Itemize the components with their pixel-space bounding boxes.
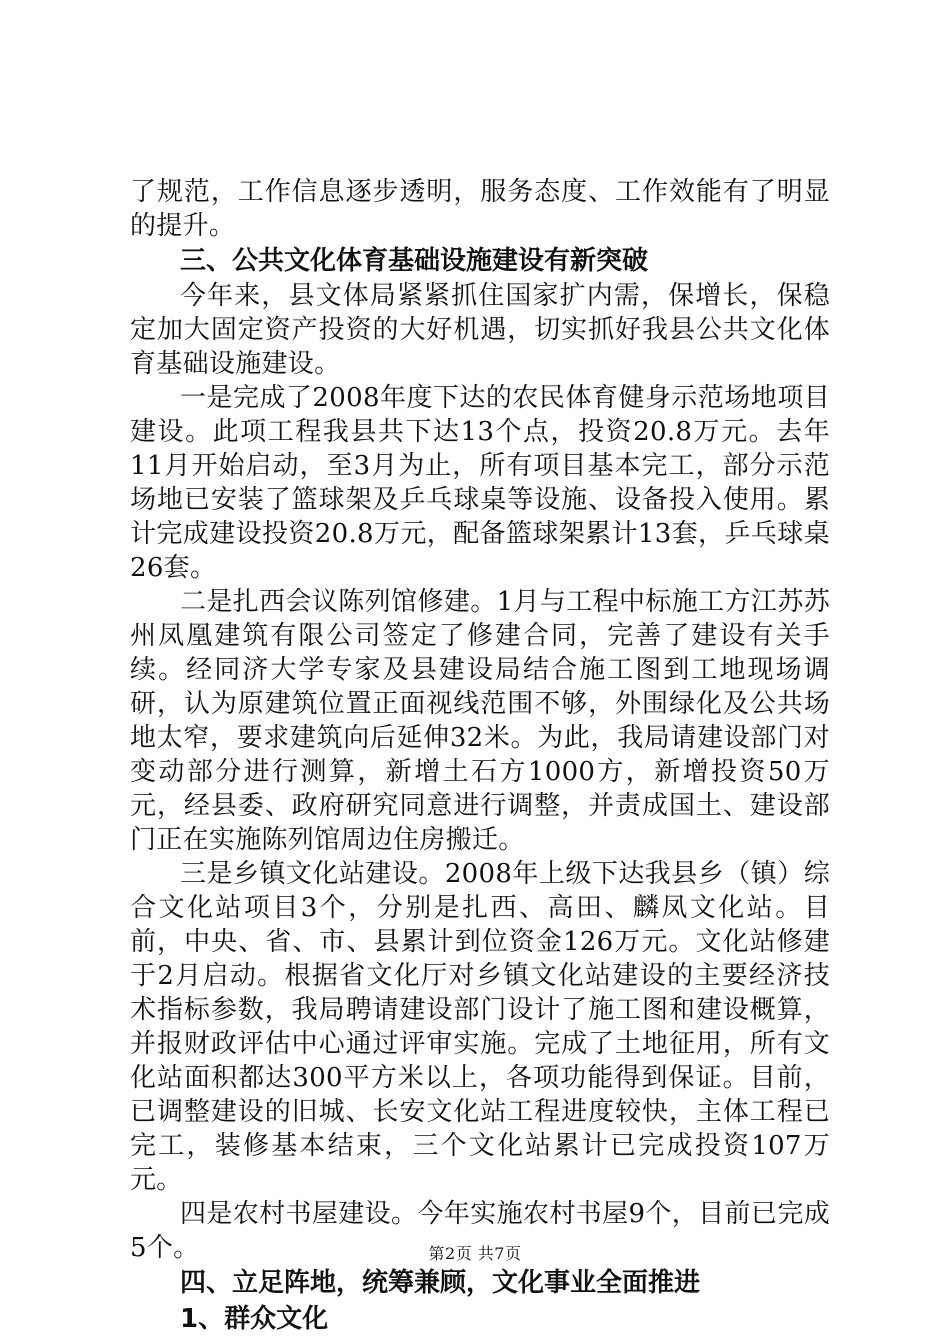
page-number-footer: 第2页 共7页 — [428, 1244, 522, 1263]
section-heading-4: 四、立足阵地，统筹兼顾，文化事业全面推进 — [180, 1268, 701, 1298]
paragraph-continuation: 了规范，工作信息逐步透明，服务态度、工作效能有了明显的提升。 — [130, 177, 830, 241]
paragraph-intro: 今年来，县文体局紧紧抓住国家扩内需，保增长，保稳定加大固定资产投资的大好机遇，切实抓好我县公共文化体育基础设施建设。 — [130, 281, 830, 379]
section-heading-3: 三、公共文化体育基础设施建设有新突破 — [180, 246, 649, 276]
paragraph-item-3: 三是乡镇文化站建设。2008年上级下达我县乡（镇）综合文化站项目3个，分别是扎西、高田、麟凤文化站。目前，中央、省、市、县累计到位资金126万元。文化站修建于2月启动。根据省文化厅对乡镇文化站建设的主要经济技术指标参数，我局聘请建设部门设计了施工图和建设概算，并报财政评估中心通过评审实施。完成了土地征用，所有文化站面积都达300平方米以上，各项功能得到保证。目前，已调整建设的旧城、长安文化站工程进度较快，主体工程已完工，装修基本结束，三个文化站累计已完成投资107万元。 — [130, 859, 830, 1195]
subsection-heading-1: 1、群众文化 — [180, 1304, 329, 1334]
paragraph-item-4: 四是农村书屋建设。今年实施农村书屋9个，目前已完成5个。 — [130, 1199, 830, 1263]
paragraph-item-2: 二是扎西会议陈列馆修建。1月与工程中标施工方江苏苏州凤凰建筑有限公司签定了修建合同，完善了建设有关手续。经同济大学专家及县建设局结合施工图到工地现场调研，认为原建筑位置正面视线范围不够，外围绿化及公共场地太窄，要求建筑向后延伸32米。为此，我局请建设部门对变动部分进行测算，新增土石方1000方，新增投资50万元，经县委、政府研究同意进行调整，并责成国土、建设部门正在实施陈列馆周边住房搬迁。 — [130, 587, 830, 855]
paragraph-item-1: 一是完成了2008年度下达的农民体育健身示范场地项目建设。此项工程我县共下达13个点，投资20.8万元。去年11月开始启动，至3月为止，所有项目基本完工，部分示范场地已安装了篮球架及乒乓球桌等设施、设备投入使用。累计完成建设投资20.8万元，配备篮球架累计13套，乒乓球桌26套。 — [130, 383, 830, 583]
document-body — [130, 175, 830, 1337]
